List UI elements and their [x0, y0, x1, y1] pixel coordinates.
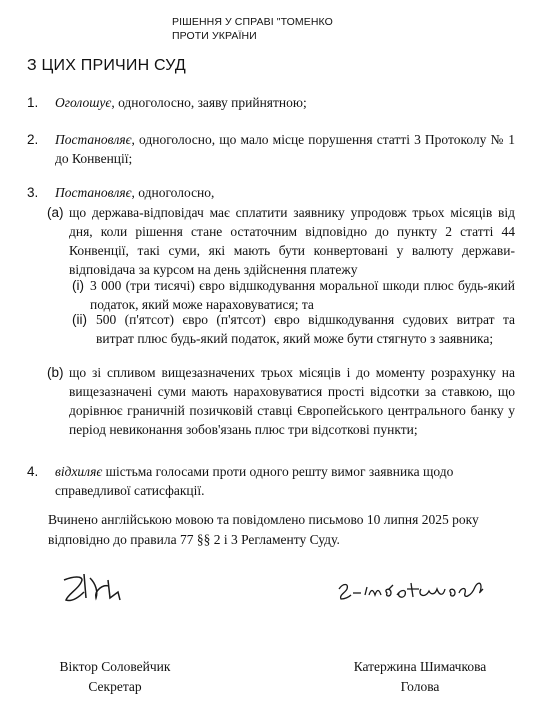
item-number-3: 3. [27, 185, 39, 200]
point-ii-label: (ii) [72, 312, 87, 327]
signatory-registrar-role: Секретар [88, 679, 142, 694]
signatory-president [330, 657, 510, 697]
item-1-lead: Оголошує [55, 95, 112, 110]
signature-registrar [60, 570, 130, 610]
closing-statement [48, 510, 518, 550]
section-title: З ЦИХ ПРИЧИН СУД [27, 57, 186, 74]
item-3-body: , одноголосно, [131, 185, 215, 200]
signature-president [335, 575, 495, 605]
subitem-a-label: (a) [47, 205, 64, 220]
item-2-lead: Постановляє [55, 132, 132, 147]
signatory-president-role: Голова [400, 679, 440, 694]
signatory-registrar-name: Віктор Соловейчик [59, 659, 171, 674]
item-2-text [55, 130, 515, 168]
header-line-2: ПРОТИ УКРАЇНИ [172, 30, 257, 42]
item-3-lead: Постановляє [55, 185, 132, 200]
item-number-2: 2. [27, 132, 39, 147]
point-i-label: (i) [72, 278, 84, 293]
signatory-president-name: Катержина Шимачкова [353, 659, 487, 674]
subitem-b-text: що зі спливом вищезазначених трьох місяців і до моменту розрахунку на вищезазначені суми мають нараховуватися прості відсотки за ставкою, що дорівнює граничній позичковій ставці Європейського центрального банку у період невиконання зобов'язань плюс три відсоткові пункти; [69, 365, 515, 437]
item-number-1: 1. [27, 95, 39, 110]
signatory-registrar [30, 657, 200, 697]
header-line-1: РІШЕННЯ У СПРАВІ "ТОМЕНКО [172, 16, 333, 28]
document-header [172, 15, 333, 43]
item-4-body: шістьма голосами проти одного решту вимог заявника щодо справедливої сатисфакції. [55, 464, 454, 498]
item-1-text [55, 93, 515, 112]
item-3-text [55, 183, 515, 202]
subitem-a-text: що держава-відповідач має сплатити заявнику упродовж трьох місяців від дня, коли рішення стане остаточним відповідно до пункту 2 статті 44 Конвенції, такі суми, які мають бути конвертовані у валюту держави-відповідача за курсом на день здійснення платежу [69, 205, 515, 277]
closing-line-1: Вчинено англійською мовою та повідомлено письмово 10 липня 2025 року [48, 512, 479, 527]
item-number-4: 4. [27, 464, 39, 479]
point-ii-text: 500 (п'ятсот) євро (п'ятсот) євро відшкодування судових витрат та витрат плюс будь-який податок, який може бути стягнуто з заявника; [96, 312, 515, 346]
closing-line-2: відповідно до правила 77 §§ 2 і 3 Регламенту Суду. [48, 532, 340, 547]
item-4-text [55, 462, 485, 500]
subitem-b-label: (b) [47, 365, 64, 380]
point-i-text: 3 000 (три тисячі) євро відшкодування моральної шкоди плюс будь-який податок, який може нараховуватися; та [90, 278, 515, 312]
item-1-body: , одноголосно, заяву прийнятною; [111, 95, 307, 110]
item-2-body: , одноголосно, що мало місце порушення статті 3 Протоколу № 1 до Конвенції; [55, 132, 515, 166]
item-4-lead: відхиляє [55, 464, 103, 479]
